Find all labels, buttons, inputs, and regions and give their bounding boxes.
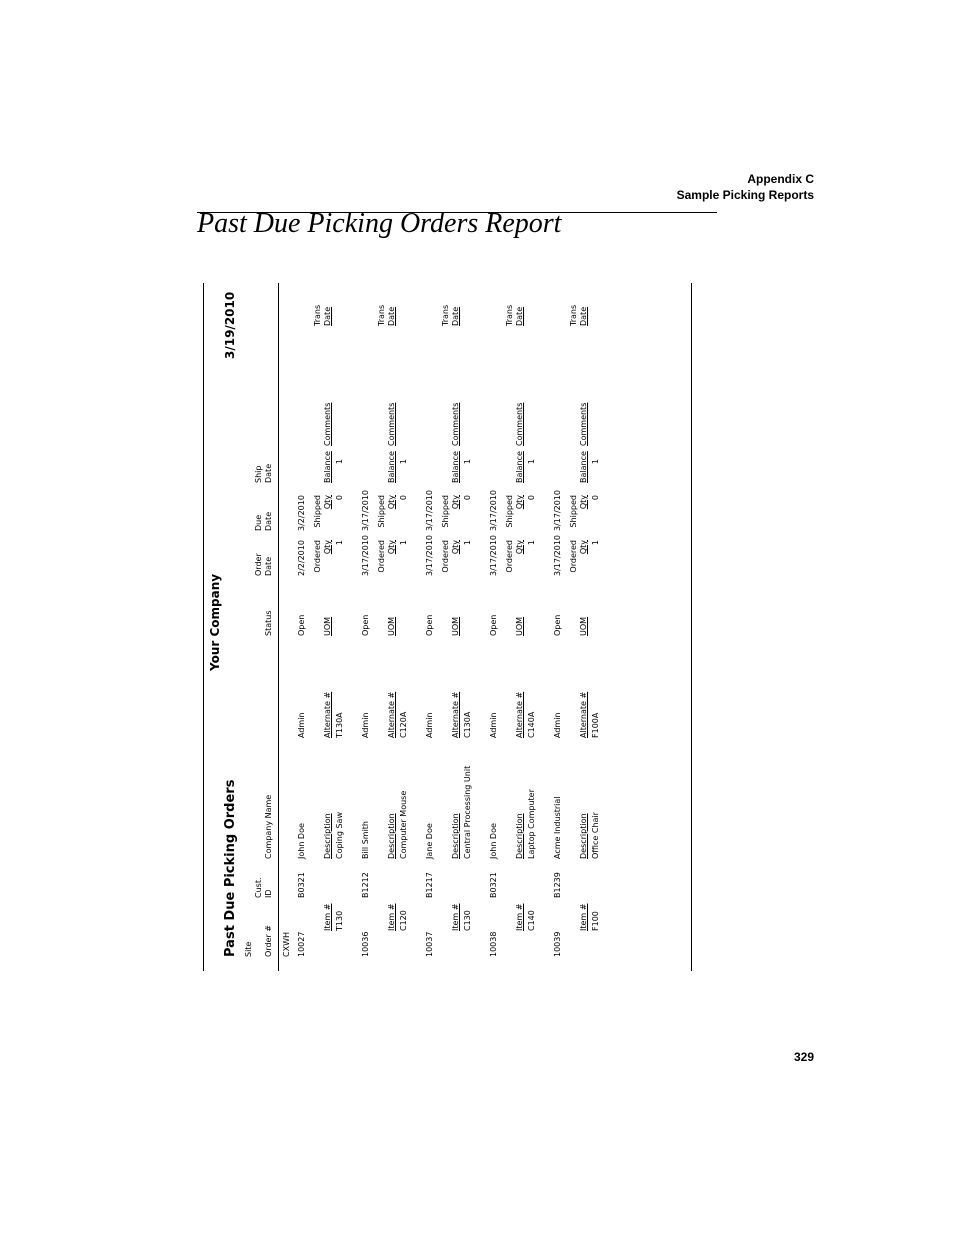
item-header: Item # [515,903,524,931]
item-description: Coping Saw [335,812,344,859]
order-number: 10038 [489,931,498,957]
hdr-status: Status [264,610,273,636]
hdr-due-date-2: Date [264,511,273,531]
order-number: 10037 [425,931,434,957]
item-number: T130 [335,910,344,931]
uom-header: UOM [387,616,396,636]
due-date: 3/17/2010 [553,489,562,531]
alternate-number: T130A [335,712,344,738]
hdr-ship-date-1: Ship [254,465,263,483]
alternate-number: C130A [463,711,472,738]
customer-id: B1217 [425,872,434,898]
title-rule [197,212,717,213]
balance-qty: 1 [591,459,600,465]
shipped-qty-header-2: Qty [387,495,396,510]
shipped-qty-header-1: Shipped [569,495,578,528]
uom-header: UOM [515,616,524,636]
balance-header: Balance [387,451,396,483]
ordered-qty-header-2: Qty [579,540,588,555]
order-date: 3/17/2010 [489,534,498,576]
alternate-header: Alternate # [323,691,332,738]
order-status: Admin [553,712,562,738]
ordered-qty-header-1: Ordered [505,540,514,573]
alternate-header: Alternate # [387,691,396,738]
report-company: Your Company [208,573,222,671]
item-header: Item # [323,903,332,931]
report-frame [203,283,693,971]
shipped-qty: 0 [335,495,344,501]
trans-date-header-1: Trans [377,304,386,326]
alternate-number: C140A [527,711,536,738]
item-number: C120 [399,910,408,931]
page-title: Past Due Picking Orders Report [197,208,562,239]
shipped-qty-header-1: Shipped [377,495,386,528]
page-number: 329 [793,1050,814,1064]
hdr-order-date-2: Date [264,556,273,576]
item-description: Office Chair [591,812,600,859]
order-date: 3/17/2010 [425,534,434,576]
trans-date-header-1: Trans [313,304,322,326]
trans-date-header-2: Date [451,306,460,326]
section-label: Sample Picking Reports [676,188,814,202]
trans-date-header-2: Date [387,306,396,326]
balance-qty: 1 [335,459,344,465]
order-date: 3/17/2010 [553,534,562,576]
alternate-header: Alternate # [515,691,524,738]
description-header: Description [451,813,460,859]
ordered-qty-header-1: Ordered [441,540,450,573]
order-status: Admin [425,712,434,738]
balance-qty: 1 [463,459,472,465]
report-top-rule [203,283,204,971]
item-description: Computer Mouse [399,790,408,859]
shipped-qty: 0 [591,495,600,501]
uom-header: UOM [451,616,460,636]
shipped-qty: 0 [399,495,408,501]
uom-header: UOM [579,616,588,636]
item-header: Item # [387,903,396,931]
balance-header: Balance [515,451,524,483]
open-label: Open [553,614,562,636]
alternate-header: Alternate # [579,691,588,738]
uom-header: UOM [323,616,332,636]
trans-date-header-1: Trans [569,304,578,326]
description-header: Description [387,813,396,859]
ordered-qty-header-2: Qty [387,540,396,555]
open-label: Open [361,614,370,636]
alternate-number: C120A [399,711,408,738]
report-title: Past Due Picking Orders [223,779,238,957]
item-description: Central Processing Unit [463,765,472,859]
appendix-label: Appendix C [747,172,814,186]
hdr-cust-1: Cust. [254,877,263,898]
order-date: 3/17/2010 [361,534,370,576]
item-number: F100 [591,911,600,931]
due-date: 3/17/2010 [425,489,434,531]
comments-header: Comments [579,402,588,446]
ordered-qty-header-2: Qty [323,540,332,555]
description-header: Description [515,813,524,859]
customer-id: B1239 [553,872,562,898]
comments-header: Comments [451,402,460,446]
item-number: C130 [463,910,472,931]
description-header: Description [579,813,588,859]
item-number: C140 [527,910,536,931]
hdr-cust-2: ID [264,889,273,898]
company-name: John Doe [297,823,306,859]
open-label: Open [297,614,306,636]
shipped-qty-header-1: Shipped [505,495,514,528]
shipped-qty: 0 [463,495,472,501]
order-status: Admin [297,712,306,738]
order-status: Admin [489,712,498,738]
hdr-site: Site [244,941,253,957]
hdr-order-date-1: Order [254,553,263,576]
open-label: Open [489,614,498,636]
hdr-company-name: Company Name [264,794,273,859]
due-date: 3/17/2010 [489,489,498,531]
trans-date-header-2: Date [323,306,332,326]
customer-id: B0321 [297,872,306,898]
ordered-qty: 1 [399,540,408,546]
order-date: 2/2/2010 [297,540,306,576]
ordered-qty-header-2: Qty [451,540,460,555]
order-status: Admin [361,712,370,738]
trans-date-header-2: Date [515,306,524,326]
balance-header: Balance [323,451,332,483]
comments-header: Comments [323,402,332,446]
rotated-report [203,283,693,971]
ordered-qty: 1 [527,540,536,546]
trans-date-header-1: Trans [441,304,450,326]
hdr-due-date-1: Due [254,514,263,531]
header-rule [278,283,279,971]
balance-header: Balance [451,451,460,483]
ordered-qty: 1 [591,540,600,546]
shipped-qty-header-2: Qty [579,495,588,510]
ordered-qty: 1 [335,540,344,546]
comments-header: Comments [387,402,396,446]
site-value: CXWH [282,932,291,957]
ordered-qty: 1 [463,540,472,546]
shipped-qty-header-1: Shipped [313,495,322,528]
alternate-header: Alternate # [451,691,460,738]
balance-header: Balance [579,451,588,483]
due-date: 3/2/2010 [297,495,306,531]
shipped-qty-header-2: Qty [323,495,332,510]
order-number: 10027 [297,931,306,957]
ordered-qty-header-1: Ordered [313,540,322,573]
company-name: Acme Industrial [553,796,562,859]
item-description: Laptop Computer [527,789,536,859]
balance-qty: 1 [527,459,536,465]
ordered-qty-header-2: Qty [515,540,524,555]
open-label: Open [425,614,434,636]
shipped-qty: 0 [527,495,536,501]
customer-id: B1212 [361,872,370,898]
comments-header: Comments [515,402,524,446]
item-header: Item # [451,903,460,931]
balance-qty: 1 [399,459,408,465]
ordered-qty-header-1: Ordered [377,540,386,573]
order-number: 10039 [553,931,562,957]
description-header: Description [323,813,332,859]
alternate-number: F100A [591,712,600,738]
ordered-qty-header-1: Ordered [569,540,578,573]
report-date: 3/19/2010 [223,291,237,359]
order-number: 10036 [361,931,370,957]
due-date: 3/17/2010 [361,489,370,531]
trans-date-header-2: Date [579,306,588,326]
shipped-qty-header-1: Shipped [441,495,450,528]
customer-id: B0321 [489,872,498,898]
shipped-qty-header-2: Qty [451,495,460,510]
company-name: Jane Doe [425,823,434,859]
company-name: Bill Smith [361,821,370,859]
item-header: Item # [579,903,588,931]
hdr-order: Order # [264,925,273,957]
trans-date-header-1: Trans [505,304,514,326]
shipped-qty-header-2: Qty [515,495,524,510]
report-bottom-rule [691,283,692,971]
company-name: John Doe [489,823,498,859]
hdr-ship-date-2: Date [264,463,273,483]
